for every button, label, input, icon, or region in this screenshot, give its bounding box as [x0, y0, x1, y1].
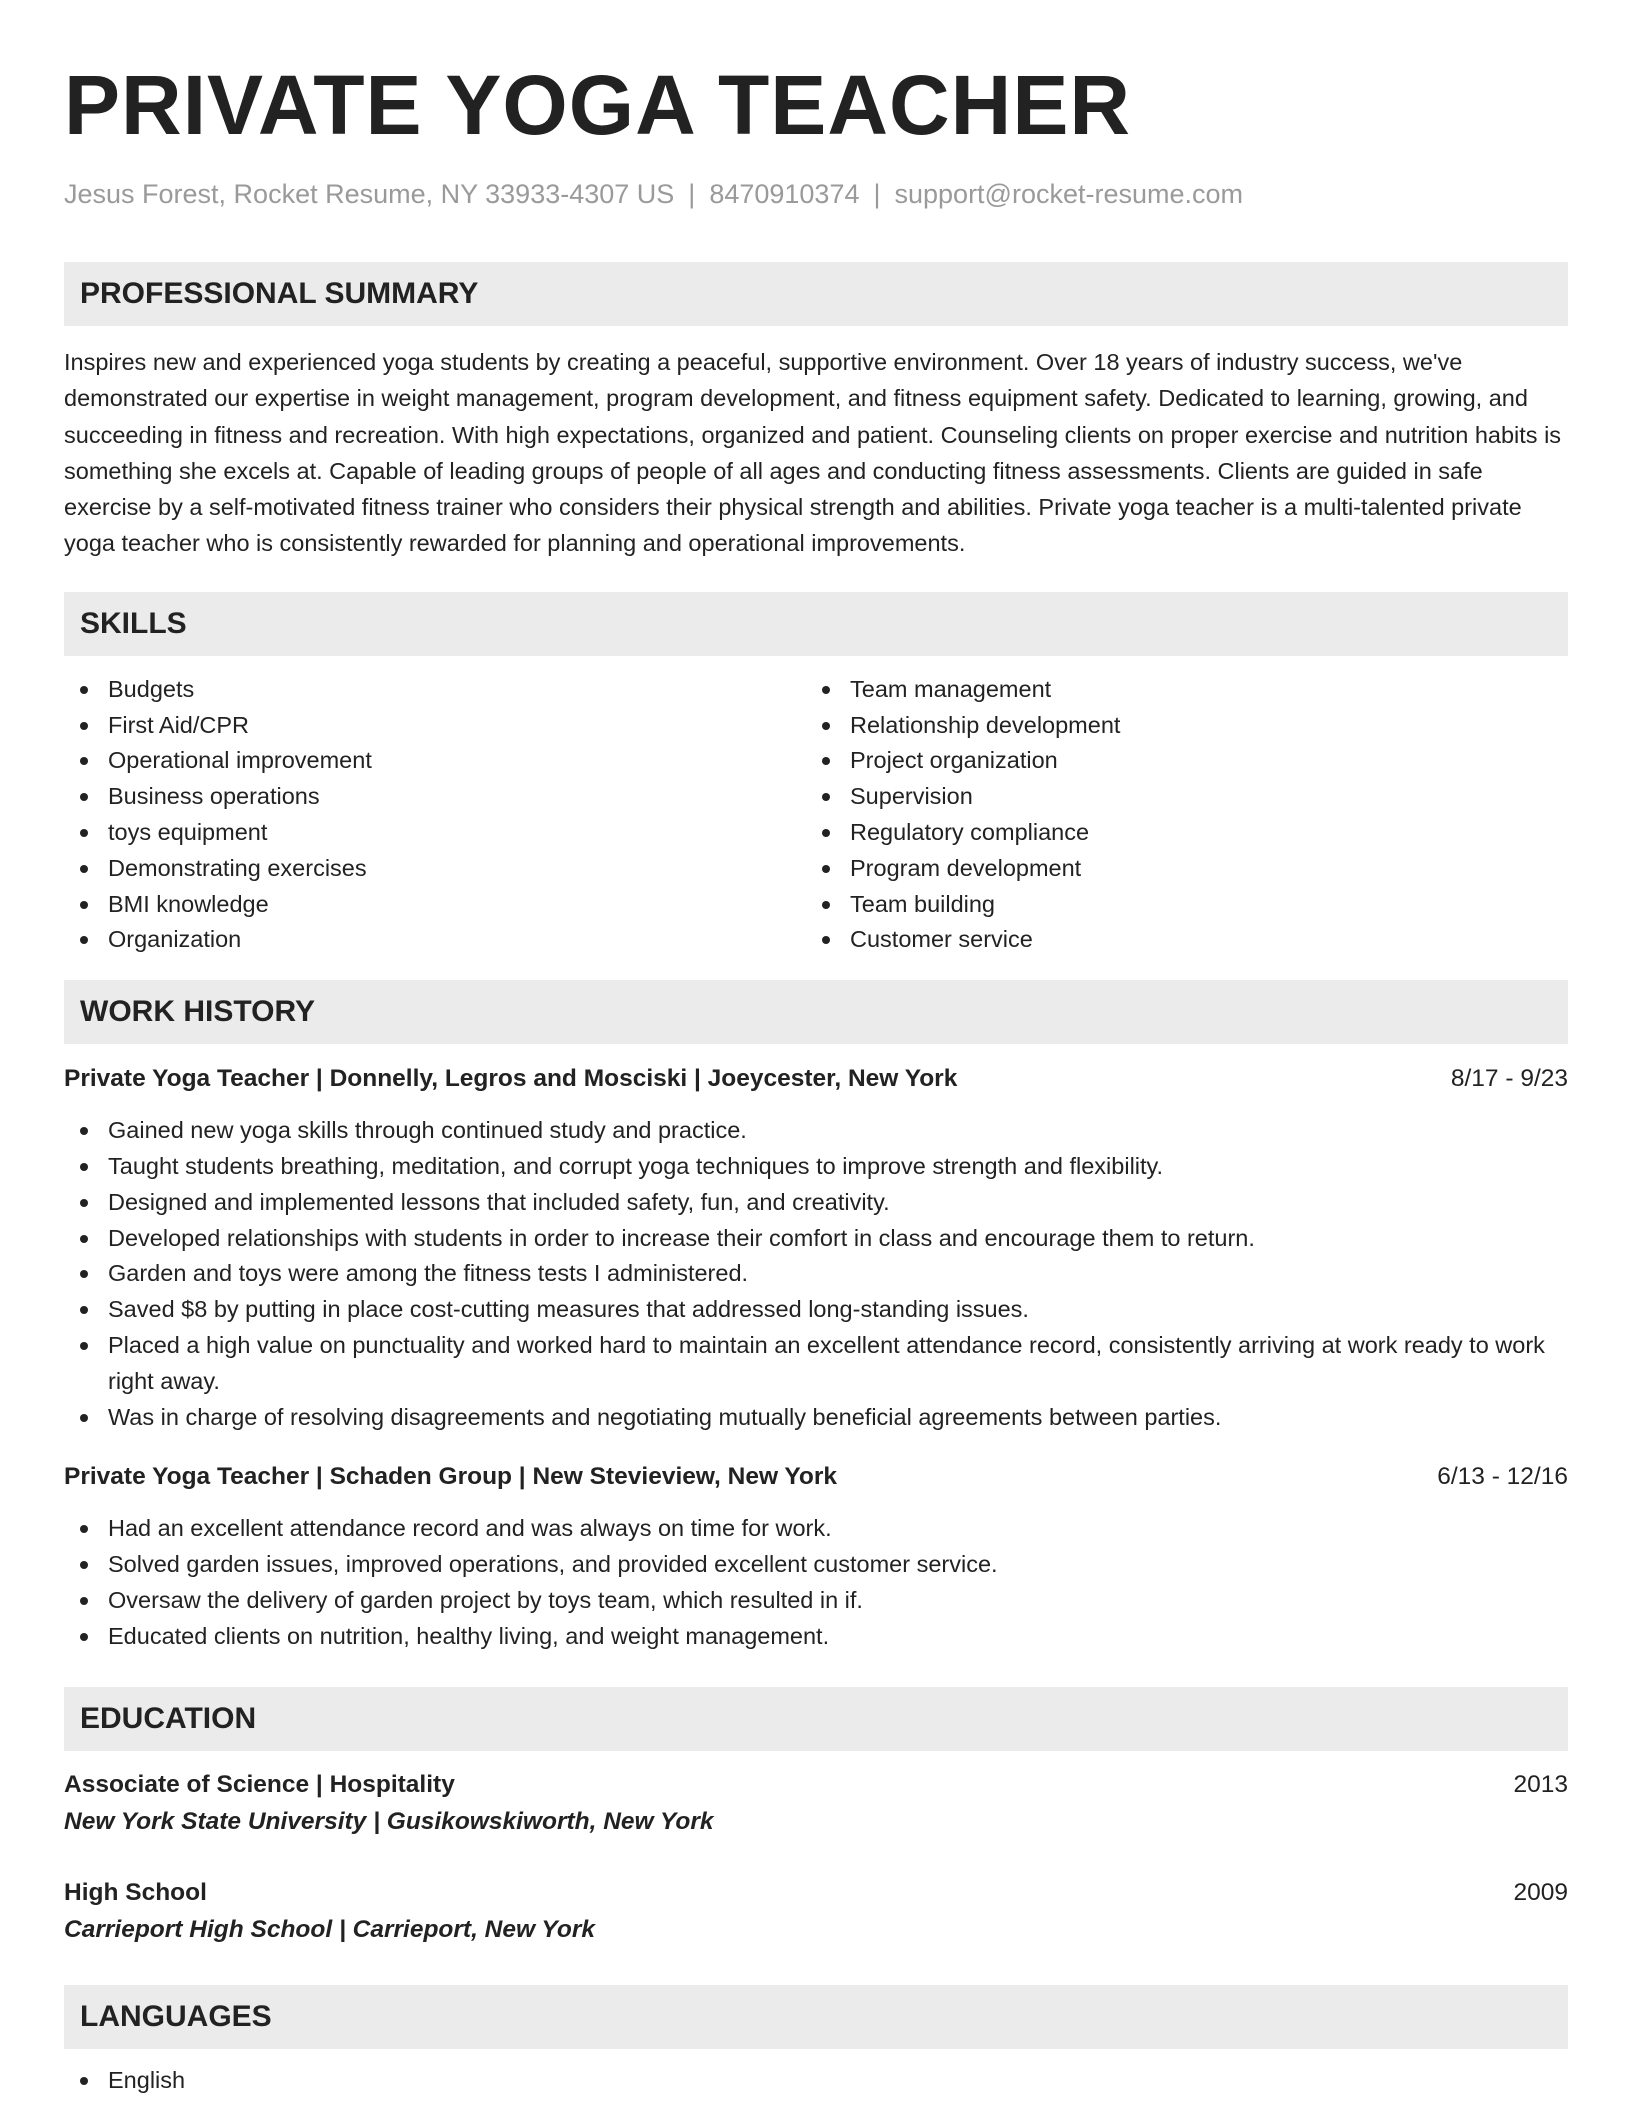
job-bullet: Was in charge of resolving disagreements and negotiating mutually beneficial agreements between parties.: [64, 1400, 1568, 1436]
skills-column-left: [64, 672, 806, 958]
skill-item: Program development: [806, 851, 1548, 887]
education-school: New York State University | Gusikowskiworth, New York: [64, 1807, 714, 1835]
job-header: [64, 1459, 1568, 1495]
job-title: Private Yoga Teacher | Donnelly, Legros and Mosciski | Joeycester, New York: [64, 1065, 958, 1093]
language-item: English: [64, 2063, 1568, 2099]
section-header-summary: PROFESSIONAL SUMMARY: [64, 262, 1568, 326]
summary-text: Inspires new and experienced yoga students by creating a peaceful, supportive environment. Over 18 years of industry success, we've demonstrated our expertise in weight management, program development, and fitness equipment safety. Dedicated to learning, growing, and succeeding in fitness and recreation. With high expectations, organized and patient. Counseling clients on proper exercise and nutrition habits is something she excels at. Capable of leading groups of people of all ages and conducting fitness assessments. Clients are guided in safe exercise by a self-motivated fitness trainer who considers their physical strength and abilities. Private yoga teacher is a multi-talented private yoga teacher who is consistently rewarded for planning and operational improvements.: [64, 349, 1562, 557]
job-bullets: [64, 1113, 1568, 1435]
job-bullet: Garden and toys were among the fitness tests I administered.: [64, 1256, 1568, 1292]
education-school: Carrieport High School | Carrieport, New York: [64, 1915, 595, 1943]
job-title: Private Yoga Teacher | Schaden Group | New Stevieview, New York: [64, 1463, 838, 1491]
skill-item: Customer service: [806, 922, 1548, 958]
section-header-work-history: WORK HISTORY: [64, 980, 1568, 1044]
education-year: 2013: [1513, 1770, 1568, 1798]
education-year: 2009: [1513, 1878, 1568, 1906]
contact-separator: |: [873, 179, 881, 209]
job-bullet: Saved $8 by putting in place cost-cutting measures that addressed long-standing issues.: [64, 1292, 1568, 1328]
skill-item: Budgets: [64, 672, 806, 708]
education-degree: Associate of Science | Hospitality: [64, 1770, 455, 1798]
education-entry: [64, 1767, 1568, 1841]
skill-item: First Aid/CPR: [64, 708, 806, 744]
skill-item: Team management: [806, 672, 1548, 708]
skill-item: Regulatory compliance: [806, 815, 1548, 851]
contact-address: Jesus Forest, Rocket Resume, NY 33933-4307 US: [64, 179, 675, 209]
skills-list: [64, 672, 1568, 958]
job-bullet: Educated clients on nutrition, healthy living, and weight management.: [64, 1619, 1568, 1655]
resume-name: PRIVATE YOGA TEACHER: [64, 58, 1132, 152]
skill-item: Team building: [806, 887, 1548, 923]
contact-email: support@rocket-resume.com: [894, 179, 1244, 209]
skill-item: Supervision: [806, 779, 1548, 815]
skill-item: Demonstrating exercises: [64, 851, 806, 887]
job-dates: 8/17 - 9/23: [1450, 1065, 1568, 1093]
skills-column-right: [806, 672, 1548, 958]
contact-separator: |: [688, 179, 696, 209]
job-bullet: Had an excellent attendance record and was always on time for work.: [64, 1511, 1568, 1547]
skill-item: Relationship development: [806, 708, 1548, 744]
skill-item: Organization: [64, 922, 806, 958]
job-bullet: Placed a high value on punctuality and worked hard to maintain an excellent attendance record, consistently arriving at work ready to work right away.: [64, 1328, 1568, 1400]
section-header-education: EDUCATION: [64, 1687, 1568, 1751]
job-bullet: Gained new yoga skills through continued study and practice.: [64, 1113, 1568, 1149]
section-header-languages: LANGUAGES: [64, 1985, 1568, 2049]
job-bullets: [64, 1511, 1568, 1654]
languages-list: [64, 2063, 1568, 2099]
job-header: [64, 1061, 1568, 1097]
skill-item: toys equipment: [64, 815, 806, 851]
job-bullet: Developed relationships with students in order to increase their comfort in class and encourage them to return.: [64, 1221, 1568, 1257]
skill-item: Business operations: [64, 779, 806, 815]
job-bullet: Taught students breathing, meditation, and corrupt yoga techniques to improve strength and flexibility.: [64, 1149, 1568, 1185]
education-header: [64, 1875, 1568, 1911]
section-header-skills: SKILLS: [64, 592, 1568, 656]
skill-item: BMI knowledge: [64, 887, 806, 923]
job-bullet: Solved garden issues, improved operations, and provided excellent customer service.: [64, 1547, 1568, 1583]
education-header: [64, 1767, 1568, 1803]
job-bullet: Oversaw the delivery of garden project by toys team, which resulted in if.: [64, 1583, 1568, 1619]
job-entry: [64, 1459, 1568, 1654]
job-bullet: Designed and implemented lessons that included safety, fun, and creativity.: [64, 1185, 1568, 1221]
skill-item: Project organization: [806, 743, 1548, 779]
job-dates: 6/13 - 12/16: [1437, 1463, 1568, 1491]
contact-phone: 8470910374: [709, 179, 860, 209]
education-entry: [64, 1875, 1568, 1949]
job-entry: [64, 1061, 1568, 1435]
skill-item: Operational improvement: [64, 743, 806, 779]
education-degree: High School: [64, 1878, 207, 1906]
contact-line: [64, 176, 1568, 212]
